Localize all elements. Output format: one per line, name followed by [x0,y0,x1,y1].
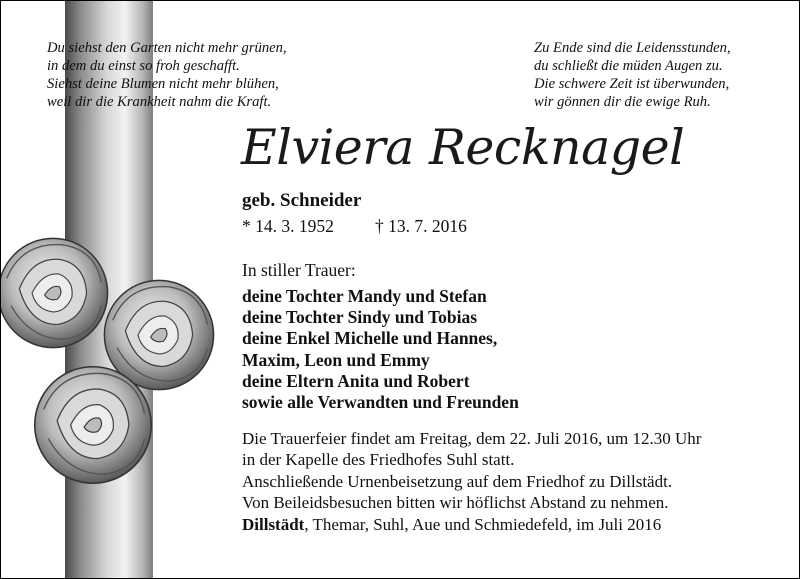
birth-date: * 14. 3. 1952 [242,216,334,236]
mourner-line: deine Tochter Sindy und Tobias [242,307,478,328]
poem-right-line-3: Die schwere Zeit ist überwunden, [534,76,730,92]
roses-image [1,235,221,497]
poem-left-line-1: Du siehst den Garten nicht mehr grünen, [47,40,287,56]
deceased-name: Elviera Recknagel [241,119,685,176]
details-line: Von Beileidsbesuchen bitten wir höflichst Abstand zu nehmen. [242,493,669,513]
poem-left-line-3: Siehst deine Blumen nicht mehr blühen, [47,76,279,92]
death-date: † 13. 7. 2016 [375,216,467,236]
details-line: Anschließende Urnenbeisetzung auf dem Friedhof zu Dillstädt. [242,471,673,491]
place-bold: Dillstädt [242,514,305,534]
details-place-line [242,514,701,535]
maiden-name: geb. Schneider [242,190,362,211]
mourning-intro: In stiller Trauer: [242,260,356,280]
place-rest: , Themar, Suhl, Aue und Schmiedefeld, im Juli 2016 [304,514,662,534]
poem-right-line-4: wir gönnen dir die ewige Ruh. [534,94,711,110]
details-line: Die Trauerfeier findet am Freitag, dem 22. Juli 2016, um 12.30 Uhr [242,429,702,448]
mourner-line: deine Eltern Anita und Robert [242,370,470,391]
poem-right [534,39,731,111]
mourner-line: sowie alle Verwandten und Freunden [242,392,519,413]
mourner-line: deine Enkel Michelle und Hannes, [242,328,498,349]
poem-left [47,39,287,111]
poem-left-line-4: weil dir die Krankheit nahm die Kraft. [47,94,272,110]
poem-left-line-2: in dem du einst so froh geschafft. [47,58,240,74]
poem-right-line-2: du schließt die müden Augen zu. [534,58,723,74]
details-line: in der Kapelle des Friedhofes Suhl statt. [242,450,515,470]
mourners-list [242,286,519,413]
funeral-details [242,428,701,535]
poem-right-line-1: Zu Ende sind die Leidensstunden, [534,40,731,56]
mourner-line: deine Tochter Mandy und Stefan [242,286,487,306]
mourner-line: Maxim, Leon und Emmy [242,349,430,370]
